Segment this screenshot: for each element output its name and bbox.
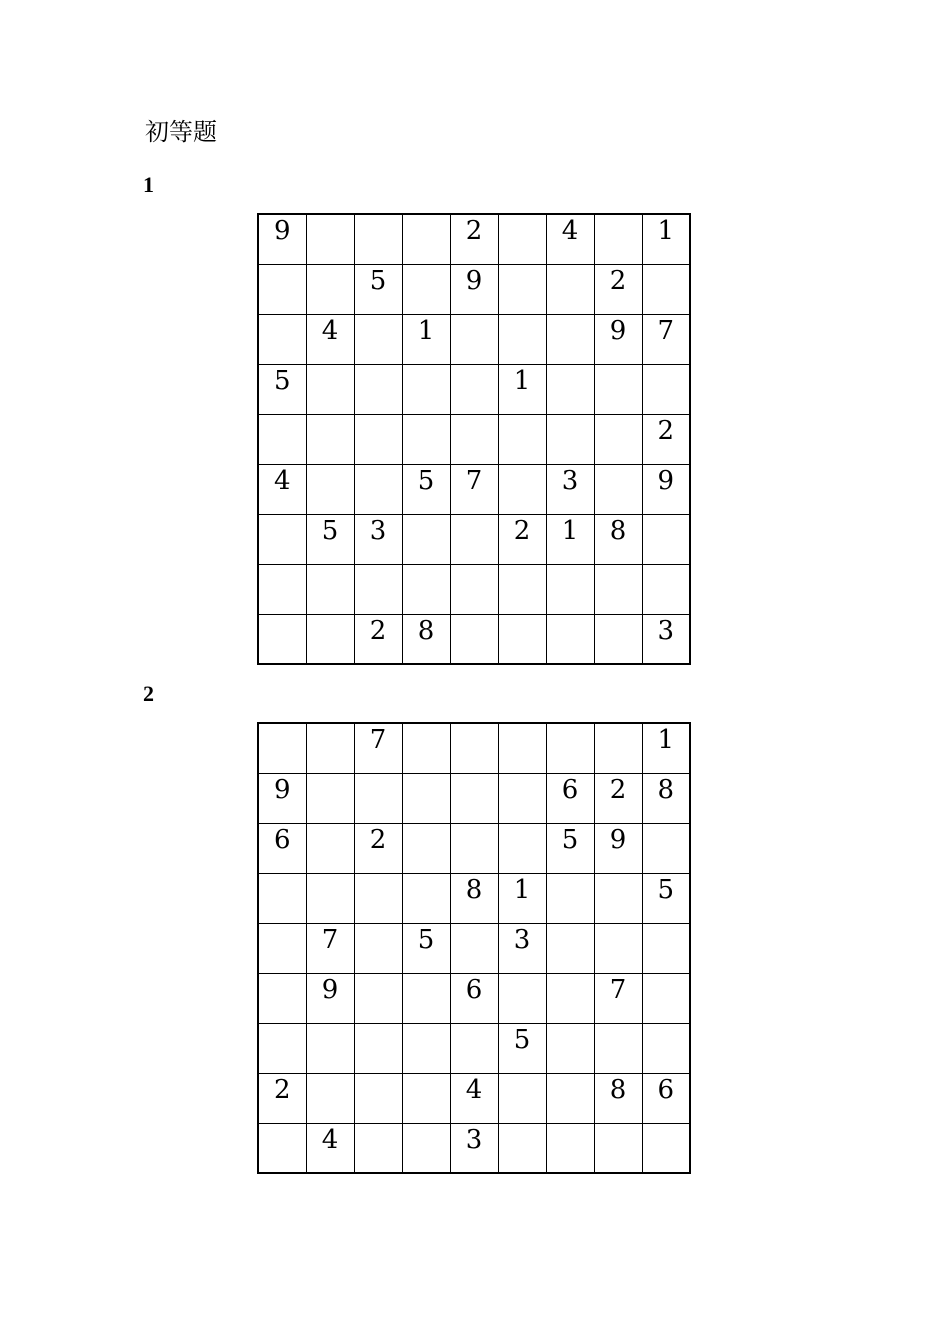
grid-cell	[642, 564, 690, 614]
grid-row	[258, 464, 690, 514]
grid-cell	[546, 564, 594, 614]
grid-cell: 3	[642, 614, 690, 664]
grid-cell: 9	[594, 823, 642, 873]
grid-cell	[594, 414, 642, 464]
grid-cell: 5	[402, 464, 450, 514]
grid-cell: 2	[498, 514, 546, 564]
grid-cell: 5	[354, 264, 402, 314]
grid-cell	[546, 723, 594, 773]
grid-cell	[498, 723, 546, 773]
grid-cell	[258, 1123, 306, 1173]
grid-cell: 5	[306, 514, 354, 564]
grid-cell	[354, 214, 402, 264]
grid-cell	[354, 564, 402, 614]
grid-cell	[594, 364, 642, 414]
grid-cell	[306, 1023, 354, 1073]
grid-cell: 7	[450, 464, 498, 514]
grid-cell	[354, 973, 402, 1023]
grid-cell	[354, 1023, 402, 1073]
grid-cell	[306, 1073, 354, 1123]
grid-cell: 6	[546, 773, 594, 823]
grid-cell	[642, 364, 690, 414]
grid-cell	[642, 823, 690, 873]
grid-cell	[306, 464, 354, 514]
grid-cell	[354, 1123, 402, 1173]
grid-cell	[354, 364, 402, 414]
grid-cell	[258, 514, 306, 564]
grid-cell	[306, 564, 354, 614]
grid-cell	[450, 314, 498, 364]
grid-cell: 4	[450, 1073, 498, 1123]
grid-cell	[594, 464, 642, 514]
grid-row	[258, 1023, 690, 1073]
grid-cell: 4	[546, 214, 594, 264]
grid-cell	[498, 1123, 546, 1173]
grid-cell: 3	[546, 464, 594, 514]
grid-cell: 2	[642, 414, 690, 464]
grid-cell	[354, 314, 402, 364]
grid-cell	[354, 873, 402, 923]
grid-cell	[546, 1123, 594, 1173]
grid-cell: 3	[498, 923, 546, 973]
grid-cell: 5	[258, 364, 306, 414]
grid-cell	[354, 773, 402, 823]
grid-cell	[306, 214, 354, 264]
grid-cell	[546, 614, 594, 664]
grid-cell	[498, 414, 546, 464]
grid-cell	[594, 1123, 642, 1173]
grid-cell: 9	[306, 973, 354, 1023]
grid-row	[258, 564, 690, 614]
sudoku-grid	[257, 213, 691, 665]
grid-cell	[306, 823, 354, 873]
grid-cell	[450, 614, 498, 664]
grid-cell	[642, 1023, 690, 1073]
grid-cell: 8	[642, 773, 690, 823]
grid-cell: 4	[306, 1123, 354, 1173]
grid-cell: 8	[594, 1073, 642, 1123]
grid-cell	[642, 973, 690, 1023]
grid-cell: 7	[594, 973, 642, 1023]
grid-cell	[642, 923, 690, 973]
grid-row	[258, 723, 690, 773]
grid-cell: 2	[450, 214, 498, 264]
grid-cell: 6	[450, 973, 498, 1023]
grid-cell	[402, 723, 450, 773]
grid-cell	[450, 564, 498, 614]
grid-cell	[594, 923, 642, 973]
grid-cell	[306, 773, 354, 823]
page-title: 初等题	[145, 118, 217, 146]
grid-cell	[450, 1023, 498, 1073]
grid-cell	[498, 214, 546, 264]
grid-cell	[498, 773, 546, 823]
grid-cell: 7	[642, 314, 690, 364]
grid-cell	[258, 314, 306, 364]
grid-cell	[402, 264, 450, 314]
grid-cell	[354, 464, 402, 514]
grid-cell: 9	[258, 214, 306, 264]
grid-cell: 2	[354, 823, 402, 873]
grid-cell	[402, 214, 450, 264]
grid-cell	[498, 564, 546, 614]
grid-row	[258, 773, 690, 823]
grid-row	[258, 873, 690, 923]
grid-cell: 7	[306, 923, 354, 973]
grid-cell	[258, 873, 306, 923]
grid-cell	[402, 1023, 450, 1073]
grid-cell	[402, 1123, 450, 1173]
grid-cell	[450, 723, 498, 773]
grid-cell	[642, 1123, 690, 1173]
grid-cell	[258, 723, 306, 773]
grid-cell	[498, 823, 546, 873]
grid-cell	[450, 514, 498, 564]
grid-cell: 1	[498, 364, 546, 414]
grid-row	[258, 823, 690, 873]
grid-cell: 3	[450, 1123, 498, 1173]
grid-cell	[306, 723, 354, 773]
grid-cell	[402, 973, 450, 1023]
grid-cell: 1	[402, 314, 450, 364]
grid-cell	[546, 873, 594, 923]
grid-cell: 5	[498, 1023, 546, 1073]
grid-cell	[402, 1073, 450, 1123]
grid-row	[258, 923, 690, 973]
grid-cell	[546, 1023, 594, 1073]
grid-cell	[450, 364, 498, 414]
puzzle-number: 2	[143, 681, 154, 706]
grid-cell: 9	[642, 464, 690, 514]
grid-cell: 8	[594, 514, 642, 564]
grid-row	[258, 214, 690, 264]
grid-cell	[258, 1023, 306, 1073]
grid-cell	[354, 414, 402, 464]
grid-cell: 8	[402, 614, 450, 664]
grid-cell: 2	[258, 1073, 306, 1123]
grid-row	[258, 514, 690, 564]
grid-cell	[402, 514, 450, 564]
grid-cell	[642, 514, 690, 564]
grid-cell	[258, 564, 306, 614]
grid-cell	[306, 264, 354, 314]
grid-cell: 1	[642, 723, 690, 773]
grid-cell	[546, 923, 594, 973]
grid-cell	[306, 614, 354, 664]
grid-row	[258, 1123, 690, 1173]
grid-cell: 6	[642, 1073, 690, 1123]
grid-cell	[450, 923, 498, 973]
grid-row	[258, 1073, 690, 1123]
grid-cell	[594, 1023, 642, 1073]
grid-row	[258, 264, 690, 314]
grid-cell	[450, 823, 498, 873]
grid-cell	[498, 264, 546, 314]
grid-cell	[594, 723, 642, 773]
grid-cell	[498, 614, 546, 664]
grid-row	[258, 973, 690, 1023]
grid-row	[258, 364, 690, 414]
grid-cell: 4	[258, 464, 306, 514]
grid-cell: 1	[498, 873, 546, 923]
grid-cell	[498, 464, 546, 514]
grid-cell	[258, 614, 306, 664]
grid-cell	[402, 773, 450, 823]
grid-cell: 5	[402, 923, 450, 973]
grid-cell: 9	[258, 773, 306, 823]
grid-cell	[450, 414, 498, 464]
grid-cell: 9	[450, 264, 498, 314]
grid-cell	[354, 923, 402, 973]
grid-cell	[594, 614, 642, 664]
grid-cell	[258, 414, 306, 464]
grid-cell: 2	[594, 773, 642, 823]
grid-cell	[546, 1073, 594, 1123]
grid-cell: 6	[258, 823, 306, 873]
grid-cell: 7	[354, 723, 402, 773]
grid-cell: 5	[546, 823, 594, 873]
grid-row	[258, 414, 690, 464]
grid-cell	[258, 923, 306, 973]
grid-cell	[594, 564, 642, 614]
grid-cell	[402, 364, 450, 414]
grid-cell: 9	[594, 314, 642, 364]
sudoku-grid	[257, 722, 691, 1174]
grid-row	[258, 314, 690, 364]
grid-cell	[546, 264, 594, 314]
grid-cell	[594, 214, 642, 264]
grid-cell	[642, 264, 690, 314]
grid-cell: 4	[306, 314, 354, 364]
grid-cell	[354, 1073, 402, 1123]
grid-cell: 1	[642, 214, 690, 264]
grid-cell	[498, 314, 546, 364]
grid-row	[258, 614, 690, 664]
grid-cell	[402, 414, 450, 464]
grid-cell: 8	[450, 873, 498, 923]
grid-cell: 1	[546, 514, 594, 564]
grid-cell	[498, 1073, 546, 1123]
grid-cell	[258, 264, 306, 314]
grid-cell	[306, 414, 354, 464]
grid-cell	[402, 823, 450, 873]
grid-cell	[258, 973, 306, 1023]
grid-cell: 2	[594, 264, 642, 314]
grid-cell	[594, 873, 642, 923]
grid-cell: 2	[354, 614, 402, 664]
grid-cell	[498, 973, 546, 1023]
puzzle-number: 1	[143, 172, 154, 197]
grid-cell	[402, 873, 450, 923]
grid-cell	[546, 314, 594, 364]
grid-cell	[546, 414, 594, 464]
grid-cell	[546, 973, 594, 1023]
grid-cell	[306, 873, 354, 923]
grid-cell: 3	[354, 514, 402, 564]
grid-cell: 5	[642, 873, 690, 923]
grid-cell	[402, 564, 450, 614]
grid-cell	[306, 364, 354, 414]
grid-cell	[450, 773, 498, 823]
grid-cell	[546, 364, 594, 414]
